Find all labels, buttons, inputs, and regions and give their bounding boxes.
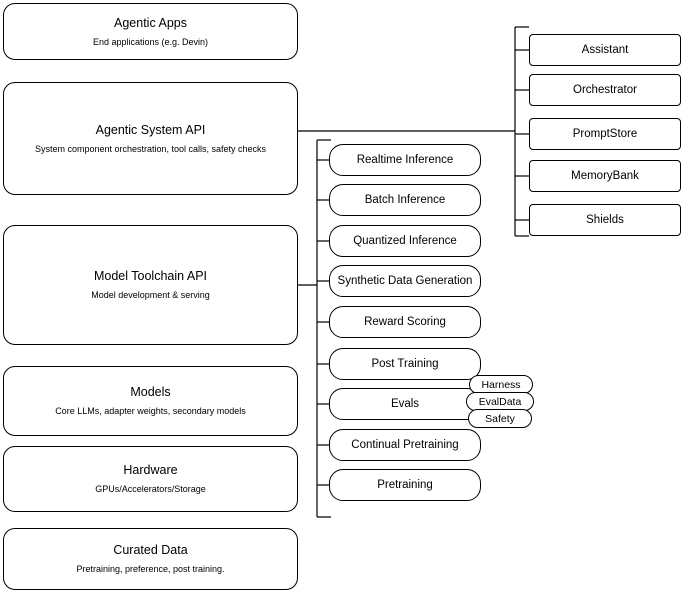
stack-layer-title: Agentic Apps	[114, 15, 187, 30]
stack-layer-model-toolchain-api[interactable]	[3, 225, 298, 345]
component-shields[interactable]	[529, 204, 681, 236]
stack-layer-subtitle: Core LLMs, adapter weights, secondary models	[55, 406, 246, 416]
component-reward-scoring[interactable]	[329, 306, 481, 338]
stack-layer-subtitle: Model development & serving	[91, 290, 210, 300]
component-pretraining[interactable]	[329, 469, 481, 501]
component-label: Continual Pretraining	[351, 439, 459, 451]
stack-layer-curated-data[interactable]	[3, 528, 298, 590]
component-label: Batch Inference	[364, 194, 446, 206]
component-label: Shields	[586, 214, 624, 226]
component-evals[interactable]	[329, 388, 481, 420]
component-label: Synthetic Data Generation	[337, 275, 473, 287]
component-orchestrator[interactable]	[529, 74, 681, 106]
component-post-training[interactable]	[329, 348, 481, 380]
stack-layer-models[interactable]	[3, 366, 298, 436]
stack-layer-agentic-apps[interactable]	[3, 3, 298, 60]
stack-layer-title: Model Toolchain API	[93, 269, 208, 283]
eval-pill-safety[interactable]	[468, 409, 532, 428]
component-label: Post Training	[371, 358, 439, 370]
component-label: Quantized Inference	[353, 235, 457, 247]
stack-layer-title: Agentic System API	[95, 122, 206, 137]
stack-layer-subtitle: GPUs/Accelerators/Storage	[95, 484, 206, 494]
component-assistant[interactable]	[529, 34, 681, 66]
eval-pill-label: EvalData	[478, 395, 522, 408]
eval-pill-label: Harness	[481, 378, 521, 391]
stack-layer-agentic-system-api[interactable]	[3, 82, 298, 195]
component-realtime-inference[interactable]	[329, 144, 481, 176]
component-label: PromptStore	[572, 128, 638, 140]
stack-layer-subtitle: End applications (e.g. Devin)	[92, 36, 209, 47]
component-label: Assistant	[581, 44, 629, 56]
component-label: Reward Scoring	[364, 316, 446, 328]
component-memorybank[interactable]	[529, 160, 681, 192]
component-synthetic-data-generation[interactable]	[329, 265, 481, 297]
component-label: Pretraining	[377, 479, 433, 491]
component-label: Orchestrator	[573, 84, 637, 96]
stack-layer-title: Models	[130, 385, 171, 399]
stack-layer-hardware[interactable]	[3, 446, 298, 512]
component-label: Realtime Inference	[356, 154, 454, 166]
component-label: Evals	[390, 398, 420, 410]
eval-pill-label: Safety	[485, 412, 515, 425]
component-label: MemoryBank	[571, 170, 639, 182]
component-quantized-inference[interactable]	[329, 225, 481, 257]
stack-layer-subtitle: System component orchestration, tool calls, safety checks	[34, 143, 267, 154]
stack-layer-title: Hardware	[123, 463, 178, 477]
stack-layer-subtitle: Pretraining, preference, post training.	[76, 564, 225, 574]
component-continual-pretraining[interactable]	[329, 429, 481, 461]
stack-layer-title: Curated Data	[113, 543, 188, 557]
component-batch-inference[interactable]	[329, 184, 481, 216]
component-promptstore[interactable]	[529, 118, 681, 150]
